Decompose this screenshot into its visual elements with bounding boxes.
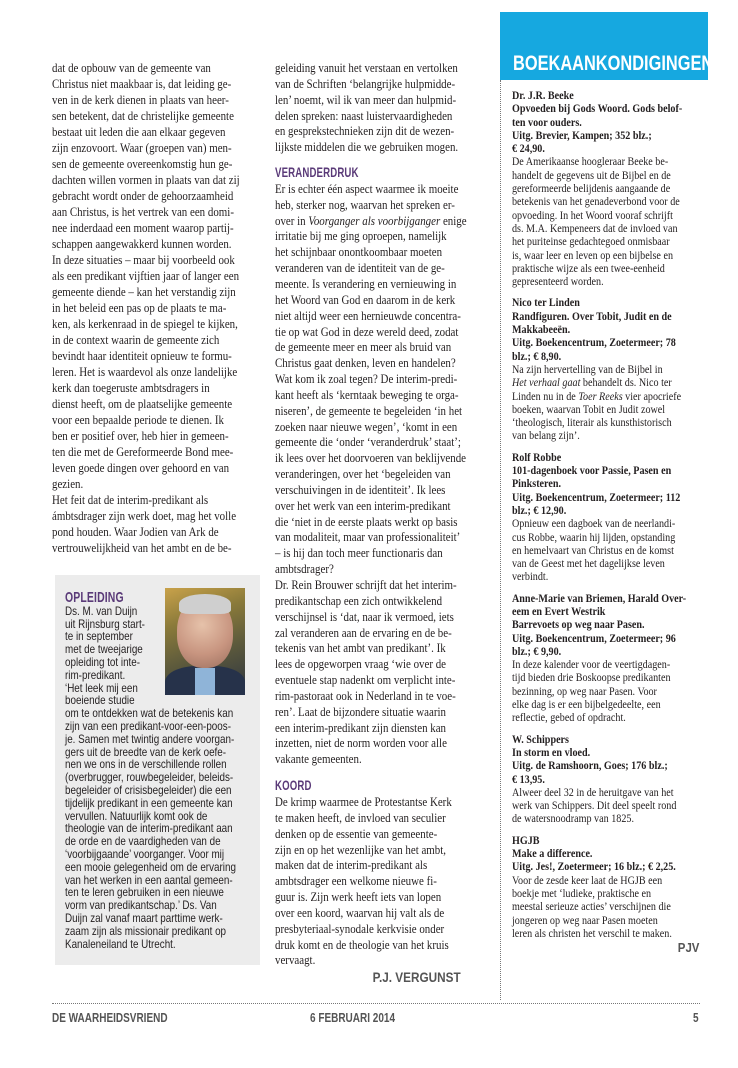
reviewer-signature: PJV bbox=[677, 940, 700, 956]
book-title: 101-dagenboek voor Passie, Pasen en Pinksteren. bbox=[512, 465, 672, 491]
book-entry bbox=[512, 835, 701, 941]
text: Na zijn hervertelling van de Bijbel in bbox=[512, 363, 663, 376]
book-description: Voor de zesde keer laat de HGJB een boekje met ‘ludieke, praktische en meestal serieuze acties’ verschijnen die jongeren op weg naar Pasen moeten leren als christen het verschil te maken. bbox=[512, 874, 672, 940]
book-author: Rolf Robbe bbox=[512, 451, 562, 464]
book-entry bbox=[512, 90, 701, 289]
paragraph: De krimp waarmee de Protestantse Kerk te maken heeft, de invloed van seculier denken op de essentie van gemeente- zijn en op het wezenlijke van het ambt, maken dat de interim-predikant als ambtsdrager een welkome nieuwe fi- guur is. Zijn werk heeft iets van lopen over een koord, waarvan hij valt als de presbyteriaal-synodale kerkvisie onder druk komt en de theologie van het kruis vervaagt. bbox=[275, 793, 452, 968]
book-publisher: Uitg. Brevier, Kampen; 352 blz.; € 24,90. bbox=[512, 129, 652, 156]
sidebar-box-opleiding bbox=[55, 575, 260, 965]
paragraph: Het feit dat de interim-predikant als ámbtsdrager zijn werk doet, mag het volle pond houden. Waar Jodien van Ark de vertrouwelijkheid van het ambt en de be- bbox=[52, 492, 237, 555]
book-announcements-banner bbox=[500, 12, 714, 80]
text: vier apocriefe boeken, waarvan Tobit en Judit zowel ‘theologisch, literair als kunsthistorisch van belang zijn’. bbox=[512, 390, 682, 443]
book-description: Opnieuw een dagboek van de neerlandi- cus Robbe, waarin hij lijden, opstanding en hemelvaart van Christus en de komst van de Geest met het dagelijkse leven verbindt. bbox=[512, 518, 676, 584]
book-title: Randfiguren. Over Tobit, Judit en de Makkabeeën. bbox=[512, 310, 672, 337]
book-entry bbox=[512, 452, 701, 585]
book-description: In deze kalender voor de veertigdagen- tijd bieden drie Boskoopse predikanten bezinning, op weg naar Pasen. Voor elke dag is er een bijbelgedeelte, een reflectie, gebed of opdracht. bbox=[512, 659, 671, 725]
footer-divider bbox=[52, 1003, 700, 1004]
paragraph bbox=[275, 181, 489, 577]
book-publisher: Uitg. Boekencentrum, Zoetermeer; 78 blz.; € 8,90. bbox=[512, 337, 676, 363]
sidebar-content bbox=[65, 589, 261, 951]
text: behandelt ds. Nico ter Linden nu in de bbox=[512, 377, 672, 403]
book-publisher: Uitg. Jes!, Zoetermeer; 16 blz.; € 2,25. bbox=[512, 861, 676, 874]
paragraph: dat de opbouw van de gemeente van Christus niet maakbaar is, dat leiding ge- ven in de kerk dienen in plaats van heer- sen betekent, dat de christelijke gemeente bestaat uit leden die aan elkaar gegeven zijn enzovoort. Waar (groepen van) men- sen de gemeente overeenkomstig hun ge- dachten willen vormen in plaats van dat zij gebracht wordt onder de gehoorzaamheid aan Christus, is het vertrek van een domi- nee inderdaad een moment waarop partij- schappen aangewakkerd kunnen worden. In deze situaties – maar bij voorbeeld ook als een predikant vijftien jaar of langer een gemeente diende – kan het verstandig zijn in het beleid een pas op de plaats te ma- ken, als kerkenraad in de spiegel te kijken, in de context waarin de gemeente zich bevindt haar identiteit opnieuw te formu- leren. Het is waardevol als onze landelijke kerk dan toegeruste ambtsdragers in dienst heeft, om de plaatselijke gemeente voor een bepaalde periode te dienen. Ik ben er positief over, heb hier in gemeen- ten die met de Gereformeerde Bond mee- leven goede dingen over gehoord en van gezien. bbox=[52, 60, 240, 491]
book-author: Anne-Marie van Briemen, Harald Over- eem en Evert Westrik bbox=[512, 592, 687, 618]
paragraph: geleiding vanuit het verstaan en vertolken van de Schriften ‘belangrijke hulpmidde- len’ noemt, wil ik van meer dan hulpmid- delen spreken: naast luistervaardigheden en gesprekstechnieken zijn dit de wezen- lijkste middelen die we gebruiken mogen. bbox=[275, 60, 459, 155]
book-title: Opvoeden bij Gods Woord. Gods belof- ten voor ouders. bbox=[512, 103, 683, 129]
book-title: Make a difference. bbox=[512, 848, 593, 861]
section-heading-veranderdruk: VERANDERDRUK bbox=[275, 164, 359, 181]
sidebar-text: Ds. M. van Duijn uit Rijnsburg start- te in september met de tweejarige opleiding tot inte- rim-predikant. ‘Het leek mij een boeiende studie om te ontdekken wat de betekenis kan zijn van een predikant-voor-een-poos- je. Samen met twintig andere voorgan- gers uit de breedte van de kerk oefe- nen we ons in de verschillende rollen (overbrugger, rouwbegeleider, beleids- begeleider of crisisbegeleider) die een tijdelijk predikant in een gemeente kan vervullen. Natuurlijk komt ook de theologie van de interim-predikant aan de orde en de vaardigheden van de ‘voorbijgaande’ voorganger. Voor mij een mooie gelegenheid om de ervaring van het werken in een aantal gemeen- ten te leren gebruiken in een nieuwe vorm van predikantschap.’ Ds. Van Duijn zal vanaf maart parttime werk- zaam zijn als missionair predikant op Kanaleneiland te Utrecht. bbox=[65, 604, 236, 951]
book-title: Barrevoets op weg naar Pasen. bbox=[512, 619, 645, 632]
footer-publication: DE WAARHEIDSVRIEND bbox=[52, 1011, 168, 1025]
article-column-1 bbox=[52, 60, 262, 556]
book-entry bbox=[512, 593, 701, 726]
book-description: De Amerikaanse hoogleraar Beeke be- handelt de gegevens uit de Bijbel en de gereformeerde belijdenis aangaande de betekenis van het genadeverbond voor de opvoeding. In het Woord vooraf schrijft ds. M.A. Kempeneers dat de invloed van het puriteinse gedachtegoed onmisbaar is, waar leer en leven op een bijbelse en praktische wijze als een twee-eenheid gepresenteerd worden. bbox=[512, 156, 680, 289]
book-author: Dr. J.R. Beeke bbox=[512, 90, 574, 102]
italic-title: Toer Reeks bbox=[578, 390, 623, 403]
book-description: Alweer deel 32 in de heruitgave van het werk van Schippers. Dit deel speelt rond de watersnoodramp van 1825. bbox=[512, 786, 677, 826]
book-description bbox=[512, 364, 701, 444]
section-heading-koord: KOORD bbox=[275, 777, 312, 794]
column-divider bbox=[500, 80, 501, 1000]
book-author: W. Schippers bbox=[512, 733, 569, 746]
footer-page-number: 5 bbox=[693, 1011, 699, 1025]
book-publisher: Uitg. Boekencentrum, Zoetermeer; 112 blz.; € 12,90. bbox=[512, 491, 681, 517]
italic-title: Het verhaal gaat bbox=[512, 377, 581, 390]
book-publisher: Uitg. Boekencentrum, Zoetermeer; 96 blz.; € 9,90. bbox=[512, 632, 676, 658]
text: Er is echter één aspect waarmee ik moeite heb, sterker nog, waarvan het spreken er- over in bbox=[275, 180, 459, 228]
book-title: In storm en vloed. bbox=[512, 746, 591, 759]
book-title-italic: Voorganger als voorbijganger bbox=[308, 212, 441, 228]
text: enige irritatie bij me ging oproepen, namelijk het schijnbaar onontkoombaar moeten veranderen van de identiteit van de ge- meente. Is verandering en vernieuwing in het Woord van God en daarom in de kerk niet altijd weer een hernieuwde concentra- tie op wat God in deze wereld deed, zodat de gemeente meer en meer als bruid van Christus gaat denken, leven en handelen? Wat kom ik zoal tegen? De interim-predi- kant heeft als ‘kerntaak beweging te orga- niseren’, de gemeente te begeleiden ‘in het zoeken naar nieuwe wegen’, ‘komt in een gemeente die ‘onder ‘veranderdruk’ staat’; ik lees over het doorvoeren van beklijvende veranderingen, over het ‘begeleiden van verschuivingen in de identiteit’. Ik lees over het werk van een interim-predikant die ‘niet in de eerste plaats werkt op basis van modaliteit, maar van professionaliteit’ – is hij dan toch meer functionaris dan ambtsdrager? bbox=[275, 212, 467, 577]
book-entry bbox=[512, 297, 701, 443]
article-column-2 bbox=[275, 60, 489, 986]
book-entry bbox=[512, 734, 701, 827]
banner-title: BOEKAANKONDIGINGEN bbox=[513, 52, 714, 75]
footer-date: 6 FEBRUARI 2014 bbox=[310, 1011, 396, 1025]
paragraph: Dr. Rein Brouwer schrijft dat het interim- predikantschap een zich ontwikkelend verschijnsel is ‘dat, naar ik vermoed, iets zal veranderen aan de ervaring en de be- tekenis van het ambt van predikant’. Ik lees de opgeworpen vraag ‘wie over de eventuele stap nadenkt om verplicht inte- rim-pastoraat ook in Nederland in te voe- ren’. Laat de bijzondere situatie waarin een interim-predikant zijn diensten kan inzetten, niet de norm worden voor alle vakante gemeenten. bbox=[275, 577, 457, 767]
book-publisher: Uitg. de Ramshoorn, Goes; 176 blz.; € 13,95. bbox=[512, 760, 668, 786]
sidebar-heading: OPLEIDING bbox=[65, 589, 124, 606]
book-author: Nico ter Linden bbox=[512, 297, 580, 310]
author-signature: P.J. VERGUNST bbox=[372, 969, 461, 986]
book-author: HGJB bbox=[512, 834, 540, 847]
book-announcements-column bbox=[512, 90, 701, 954]
